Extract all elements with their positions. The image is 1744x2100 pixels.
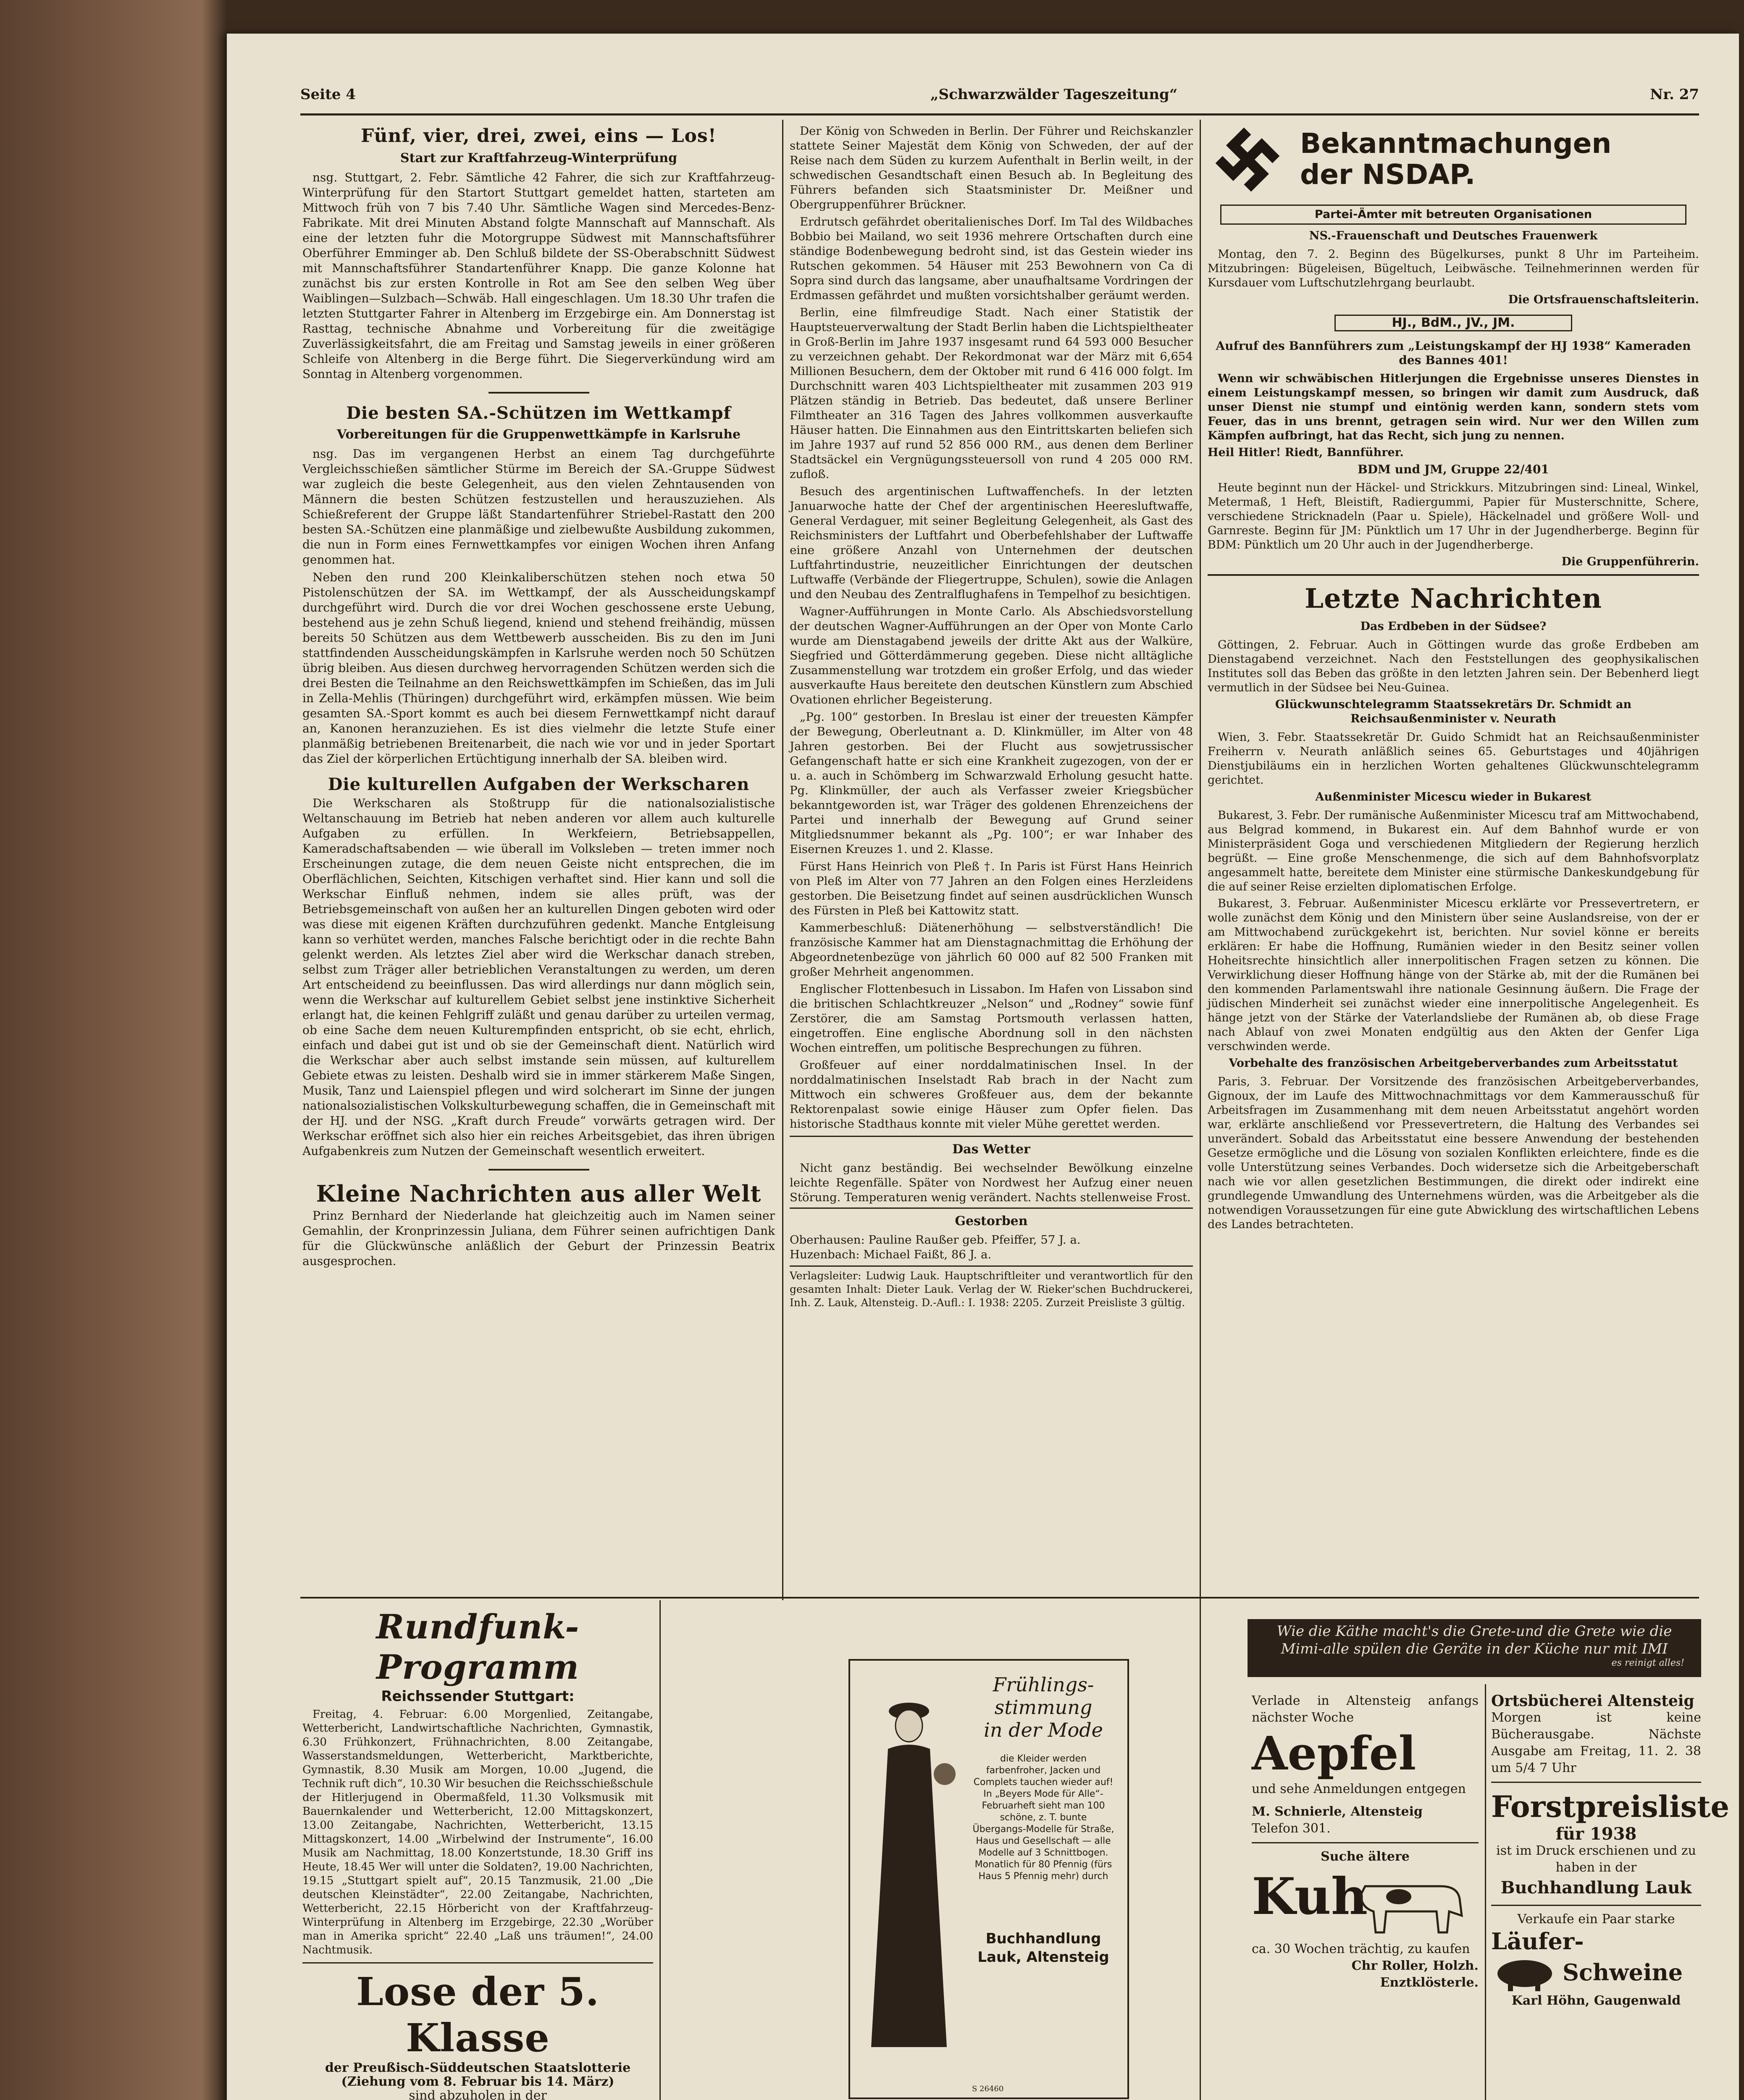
divider [1491, 1782, 1701, 1783]
obituaries-title: Gestorben [955, 1214, 1028, 1228]
headline-kultur: Die kulturellen Aufgaben der Werkscharen [328, 774, 750, 794]
nsdap-title [1300, 128, 1611, 190]
headline-sa: Die besten SA.-Schützen im Wettkampf [346, 403, 731, 423]
headline-kleine-nachrichten: Kleine Nachrichten aus aller Welt [316, 1180, 762, 1207]
newspaper-page [227, 34, 1739, 2100]
aepfel-ad-intro: Verlade in Altensteig anfangs nächster Woche [1252, 1693, 1479, 1725]
article-start: nsg. Stuttgart, 2. Febr. Sämtliche 42 Fahrer, die sich zur Kraftfahrzeug-Winterprüfung für den Startort Stuttgart gemeldet hatten, starteten am Mittwoch früh von 7 bis 7.40 Uhr. Sämtliche Wagen sind Mercedes-Benz-Fabrikate. Mit drei Minuten Abstand folgte Mannschaft auf Mannschaft. Als eine der letzten fuhr die Motorgruppe Südwest mit Mannschaftsführer Oberführer Emminger ab. Den Schluß bildete der SS-Oberabschnitt Südwest mit Mannschaftsführer Standartenführer Knapp. Die ganze Kolonne hat zunächst bis zur ersten Kontrolle in Rot am See den selben Weg über Waiblingen—Sulzbach—Schwäb. Hall eingeschlagen. Um 18.30 Uhr trafen die letzten Stuttgarter Fahrer in Altenberg im Erzgebirge ein. Am Donnerstag ist Rasttag, technische Abnahme und Vorbereitung für die zweitägige Zuverlässigkeitsfahrt, die am Freitag und Samstag jeweils in einer größeren Schleife von Altenberg in die Berge führt. Die Siegerverkündung wird am Sonntag in Altenberg vorgenommen. [302, 171, 775, 381]
news-berlin-film: Berlin, eine filmfreudige Stadt. Nach einer Statistik der Hauptsteuerverwaltung der Stadt Berlin haben die Lichtspieltheater in Groß-Berlin im Jahre 1937 insgesamt rund 64 593 000 Besucher zu verzeichnen gehabt. Der Rekordmonat war der März mit 6,654 Millionen Besuchern, dem der Oktober mit rund 6 416 000 folgt. Im Durchschnitt waren 403 Lichtspieltheater mit zusammen 203 919 Plätzen ständig in Betrieb. Das bedeutet, daß unsere Berliner Filmtheater an 316 Tagen des Jahres vollkommen ausverkaufte Häuser hatten. Die Einnahmen aus den Eintrittskarten beliefen sich im Jahre 1937 auf rund 52 856 000 RM., aus denen dem Berliner Stadtsäckel ein Vergnügungssteuersoll von rund 4 205 000 RM. zufloß. [790, 306, 1193, 481]
divider [1252, 1842, 1479, 1843]
lose-line2: (Ziehung vom 8. Februar bis 14. März) [341, 2074, 615, 2089]
vorbehalte-heading: Vorbehalte des französischen Arbeitgeberverbandes zum Arbeitsstatut [1229, 1057, 1678, 1070]
imi-ad-line2: Mimi-alle spülen die Geräte in der Küche nur mit IMI [1281, 1641, 1668, 1657]
nsdap-title-line2: der NSDAP. [1300, 158, 1476, 191]
news-argentinien: Besuch des argentinischen Luftwaffenchefs. In der letzten Januarwoche hatte der Chef der argentinischen Heeresluftwaffe, General Verdaguer, mit seiner Begleitung Gelegenheit, als Gast des Reichsministers der Luftfahrt und Oberbefehlshaber der Luftwaffe eine größere Anzahl von Unternehmen der deutschen Luftfahrtindustrie, neuzeitlicher Einrichtungen der deutschen Luftwaffe (Verbände der Fliegertruppe, Schulen), sowie die Anlagen und den Neubau des Zentralflughafens in Tempelhof zu besichtigen. [790, 485, 1193, 601]
divider [489, 1169, 589, 1171]
aufruf-signature: Heil Hitler! Riedt, Bannführer. [1208, 446, 1404, 459]
hj-box: HJ., BdM., JV., JM. [1334, 315, 1572, 331]
schweine-ad-title2: Schweine [1563, 1959, 1683, 1986]
aepfel-ad-tel: Telefon 301. [1252, 1821, 1331, 1836]
page-number: Seite 4 [300, 86, 356, 103]
aufruf-heading: Aufruf des Bannführers zum „Leistungskampf der HJ 1938“ Kameraden des Bannes 401! [1216, 339, 1691, 367]
obituary-2: Huzenbach: Michael Faißt, 86 J. a. [790, 1248, 992, 1261]
column-rule-1 [782, 120, 783, 1600]
lose-title: Lose der 5. Klasse [356, 1969, 599, 2061]
buecherei-ad-text: Morgen ist keine Bücherausgabe. Nächste Ausgabe am Freitag, 11. 2. 38 um 5/4 7 Uhr [1491, 1710, 1701, 1775]
aufruf-text: Wenn wir schwäbischen Hitlerjungen die Ergebnisse unseres Dienstes in einem Leistungskampf messen, so bringen wir damit zum Ausdruck, daß unser Dienst nie stumpf und eintönig werden kann, sondern stets vom Feuer, das in uns brennt, getragen sein wird. Nur wer den Willen zum Kämpfen aufbringt, hat das Recht, sich jung zu nennen. [1208, 372, 1699, 442]
fashion-script-line2: stimmung [994, 1696, 1093, 1719]
kuh-ad-body [1252, 1865, 1479, 1941]
fashion-ad [848, 1659, 1129, 2099]
column-rule-5 [1485, 1684, 1486, 2100]
schweine-ad-title1: Läufer- [1491, 1928, 1584, 1955]
erdbeben-heading: Das Erdbeben in der Südsee? [1360, 620, 1547, 633]
frauen-signature: Die Ortsfrauenschaftsleiterin. [1508, 293, 1699, 306]
newspaper-title: „Schwarzwälder Tageszeitung“ [930, 86, 1178, 103]
divider [489, 392, 589, 394]
article-sa-1: nsg. Das im vergangenen Herbst an einem Tag durchgeführte Vergleichsschießen sämtlicher Stürme im Bereich der SA.-Gruppe Südwest war zugleich die beste Gelegenheit, aus den vielen Zehntausenden von Männern die besten Schützen festzustellen und herauszuziehen. Als Schießreferent der Gruppe läßt Standartenführer Striebel-Rastatt den 200 besten SA.-Schützen eine planmäßige und zielbewußte Ausbildung zukommen, die nun in Form eines Fernwettkampfes vor einigen Wochen ihren Anfang genommen hat. [302, 447, 775, 567]
divider [302, 1962, 653, 1964]
news-schweden: Der König von Schweden in Berlin. Der Führer und Reichskanzler stattete Seiner Majestät dem König von Schweden, der auf der Reise nach dem Süden zu kurzem Aufenthalt in Berlin weilt, in der schwedischen Gesandtschaft einen Besuch ab. In Begleitung des Führers befanden sich Staatsminister Dr. Meißner und Obergruppenführer Brückner. [790, 124, 1193, 211]
imi-ad-line3: es reinigt alles! [1611, 1658, 1684, 1668]
vorbehalte-text: Paris, 3. Februar. Der Vorsitzende des französischen Arbeitgeberverbandes, Gignoux, der im Laufe des Mittwochnachmittags vor dem Kammerausschuß für Arbeitsfragen im Zusammenhang mit dem neuen Arbeitsstatut angehört worden war, erklärte anschließend vor Pressevertretern, die Haltung des Verbandes sei unverändert. Sobald das Arbeitsstatut eine bessere Anwendung der bestehenden Gesetze ermögliche und die Lösung von sozialen Konflikten erleichtere, finde es die volle Unterstützung seines Verbandes. Doch widersetze sich die Arbeitgeberschaft nach wie vor allen gesetzlichen Bestimmungen, die direkt oder indirekt eine grundlegende Umwandlung des Unternehmens würden, was die Arbeitgeber als die notwendigen Voraussetzungen für eine gute Abwicklung des wirtschaftlichen Lebens des Landes betrachteten. [1208, 1075, 1699, 1231]
imi-ad-line1: Wie die Käthe macht's die Grete-und die Grete wie die [1276, 1623, 1672, 1640]
micescu-heading: Außenminister Micescu wieder in Bukarest [1315, 790, 1592, 803]
column-2 [790, 124, 1193, 1310]
article-sa-2: Neben den rund 200 Kleinkaliberschützen stehen noch etwa 50 Pistolenschützen der SA. im Wettkampf, der als Ausscheidungskampf durchgeführt wird. Durch die vor drei Wochen geschossene erste Uebung, bestehend aus je zehn Schuß liegend, kniend und stehend freihändig, müssen bereits 50 Schützen aus dem Wettbewerb ausscheiden. Bis zu den im Juni stattfindenden Ausscheidungskämpfen in Karlsruhe werden noch 50 Schützen übrig bleiben. Aus diesen durchweg hervorragenden Schützen werden sich die drei Besten die Teilnahme an den Reichswettkämpfen im Schießen, das im Juli in Zella-Mehlis (Thüringen) durchgeführt wird, erkämpfen müssen. Wie beim gesamten SA.-Sport kommt es auch bei diesem Fernwettkampf nicht darauf an, Kanonen heranzuziehen. Es ist dies vielmehr die letzte Stufe einer planmäßig betriebenen Breitenarbeit, die nach wie vor und in jeder Sportart das Ziel der körperlichen Ertüchtigung innerhalb der SA. bleiben wird. [302, 570, 775, 766]
frauen-heading: NS.-Frauenschaft und Deutsches Frauenwerk [1309, 229, 1598, 242]
section-rule [300, 1597, 1699, 1599]
micescu-text-1: Bukarest, 3. Febr. Der rumänische Außenminister Micescu traf am Mittwochabend, aus Belgrad kommend, in Bukarest ein. Auf dem Bahnhof wurde er von Ministerpräsident Goga und verschiedenen Mitgliedern der Regierung herzlich begrüßt. — Eine große Menschenmenge, die sich auf dem Bahnhofsvorplatz angesammelt hatte, bereitete dem Minister eine stürmische Dankeskundgebung für die auf seiner Reise erzielten diplomatischen Erfolge. [1208, 809, 1699, 893]
woman-figure-icon [859, 1686, 968, 2064]
lose-line3: sind abzuholen in der [409, 2088, 547, 2100]
kuh-ad-title: Kuh [1252, 1867, 1368, 1926]
rundfunk-section [302, 1606, 653, 2100]
fashion-ad-shop [968, 1929, 1119, 1966]
news-diaeten: Kammerbeschluß: Diätenerhöhung — selbstverständlich! Die französische Kammer hat am Dienstagnachmittag die Erhöhung der Abgeordnetenbezüge von jährlich 60 000 auf 82 500 Franken mit großer Mehrheit angenommen. [790, 921, 1193, 979]
article-klein: Prinz Bernhard der Niederlande hat gleichzeitig auch im Namen seiner Gemahlin, der Kronprinzessin Juliana, dem Führer seinen aufrichtigen Dank für die Glückwünsche anläßlich der Geburt der Prinzessin Beatrix ausgesprochen. [302, 1209, 775, 1268]
rundfunk-title: Rundfunk-Programm [376, 1607, 580, 1687]
weather-title: Das Wetter [952, 1142, 1030, 1157]
column-1 [302, 124, 775, 1271]
fashion-shop-line2: Lauk, Altensteig [977, 1949, 1109, 1966]
micescu-text-2: Bukarest, 3. Februar. Außenminister Micescu erklärte vor Pressevertretern, er wolle zunächst dem König und den Ministern über seine Auslandsreise, von der er am Mittwochabend zurückgekehrt ist, berichten. Nur soviel könne er bereits erklären: Er habe die Hoffnung, Rumänien wieder in den Besitz seiner vollen Hoheitsrechte hinsichtlich aller innerpolitischen Fragen setzen zu können. Die Verwirklichung dieser Hoffnung hänge von der Stärke ab, mit der die Rumänen bei den kommenden Parlamentswahl ihre nationale Gesinnung äußern. Die Frage der jüdischen Minderheit sei zunächst wieder eine innerpolitische Angelegenheit. Es hänge jetzt von der Stärke der Vaterlandsliebe der Rumänen ab, ob diese Frage nach Ablauf von zwei Monaten endgültig aus den Akten der Genfer Liga verschwinden werde. [1208, 897, 1699, 1053]
column-rule-2 [1200, 120, 1201, 1600]
fashion-ad-text: die Kleider werden farbenfroher, Jacken und Complets tauchen wieder auf! In „Beyers Mode für Alle“-Februarheft sieht man 100 schöne, z. T. bunte Übergangs-Modelle für Straße, Haus und Gesellschaft — alle Modelle auf 3 Schnittbogen. Monatlich für 80 Pfennig (fürs Haus 5 Pfennig mehr) durch [972, 1754, 1114, 1882]
news-wagner: Wagner-Aufführungen in Monte Carlo. Als Abschiedsvorstellung der deutschen Wagner-Aufführungen an der Oper von Monte Carlo wurde am Dienstagabend jeweils der dritte Akt aus der Walküre, Siegfried und Götterdämmerung gegeben. Diese nicht alltägliche Zusammenstellung war trotzdem ein großer Erfolg, und das wieder ausverkaufte Haus bereitete den deutschen Künstlern zum Abschied Ovationen ehrlicher Begeisterung. [790, 605, 1193, 706]
swastika-emblem-icon [1212, 124, 1283, 195]
fashion-script-line1: Frühlings- [993, 1673, 1094, 1696]
schweine-ad-name: Karl Höhn, Gaugenwald [1511, 1993, 1681, 2008]
glueckwunsch-text: Wien, 3. Febr. Staatssekretär Dr. Guido Schmidt hat an Reichsaußenminister Freiherrn v. Neurath anläßlich seines 65. Geburtstages und 40jährigen Dienstjubiläums ein in herzlichen Worten gehaltenes Glückwunschtelegramm gerichtet. [1208, 731, 1699, 787]
obituary-1: Oberhausen: Pauline Raußer geb. Pfeiffer, 57 J. a. [790, 1233, 1081, 1247]
nsdap-header [1208, 124, 1699, 200]
news-rab: Großfeuer auf einer norddalmatinischen Insel. In der norddalmatinischen Inselstadt Rab brach in der Nacht zum Mittwoch ein schweres Großfeuer aus, dem der bekannte Rektorenpalast sowie einige Häuser zum Opfer fielen. Das historische Stadthaus konnte mit vieler Mühe gerettet werden. [790, 1058, 1193, 1131]
kuh-ad-intro: Suche ältere [1321, 1849, 1410, 1864]
fashion-shop-line1: Buchhandlung [985, 1930, 1101, 1947]
divider [1491, 1905, 1701, 1906]
frauen-text: Montag, den 7. 2. Beginn des Bügelkurses, punkt 8 Uhr im Parteiheim. Mitzubringen: Bügeleisen, Bügeltuch, Leibwäsche. Teilnehmerinnen werden für Kursdauer vom Luftschutzlehrgang beurlaubt. [1208, 248, 1699, 289]
fashion-ad-script [968, 1673, 1119, 1741]
forst-ad-title: Forstpreisliste [1491, 1789, 1730, 1824]
news-lissabon: Englischer Flottenbesuch in Lissabon. Im Hafen von Lissabon sind die britischen Schlachtkreuzer „Nelson“ und „Rodney“ sowie fünf Zerstörer, die am Samstag Portsmouth verlassen hatten, eingetroffen. Eine englische Abordnung soll in den nächsten Wochen eintreffen, um politische Besprechungen zu führen. [790, 982, 1193, 1055]
weather-box [790, 1136, 1193, 1205]
imprint: Verlagsleiter: Ludwig Lauk. Hauptschriftleiter und verantwortlich für den gesamten Inhalt: Dieter Lauk. Verlag der W. Rieker'schen Buchdruckerei, Inh. Z. Lauk, Altensteig. D.-Aufl.: I. 1938: 2205. Zurzeit Preisliste 3 gültig. [790, 1265, 1193, 1310]
obituaries [790, 1208, 1193, 1262]
fashion-ad-code: S 26460 [972, 2084, 1004, 2093]
subheadline-start: Start zur Kraftfahrzeug-Winterprüfung [400, 151, 678, 165]
pig-icon [1491, 1955, 1563, 1992]
schweine-ad-intro: Verkaufe ein Paar starke [1517, 1912, 1675, 1927]
lose-line1: der Preußisch-Süddeutschen Staatslotterie [325, 2061, 631, 2075]
glueckwunsch-heading: Glückwunschtelegramm Staatssekretärs Dr. Schmidt an Reichsaußenminister v. Neurath [1275, 698, 1632, 725]
forst-ad-text: ist im Druck erschienen und zu haben in der [1496, 1843, 1696, 1875]
subheadline-sa: Vorbereitungen für die Gruppenwettkämpfe in Karlsruhe [336, 427, 741, 442]
weather-text: Nicht ganz beständig. Bei wechselnder Bewölkung einzelne leichte Regenfälle. Später von Nordwest her Aufzug einer neuen Störung. Temperaturen wenig verändert. Nachts stellenweise Frost. [790, 1161, 1193, 1204]
news-erdrutsch: Erdrutsch gefährdet oberitalienisches Dorf. Im Tal des Wildbaches Bobbio bei Mailand, wo seit 1936 mehrere Ortschaften durch eine ständige Bodenbewegung bedroht sind, ist das Gestein wieder ins Rutschen gekommen. 54 Häuser mit 253 Bewohnern von Ca di Sopra sind durch das langsame, aber unaufhaltsame Vordringen der Erdmassen gefährdet und mußten vorsichtshalber geräumt werden. [790, 215, 1193, 302]
column-rule-4 [1200, 1600, 1201, 2100]
nsdap-title-line1: Bekanntmachungen [1300, 127, 1612, 160]
column-rule-3 [659, 1600, 661, 2100]
aepfel-ad [1252, 1693, 1479, 1991]
headline-letzte-nachrichten: Letzte Nachrichten [1305, 583, 1602, 614]
header-rule [300, 113, 1699, 116]
headline-start: Fünf, vier, drei, zwei, eins — Los! [361, 125, 717, 147]
column-3 [1208, 124, 1699, 1234]
erdbeben-text: Göttingen, 2. Februar. Auch in Göttingen wurde das große Erdbeben am Dienstagabend verzeichnet. Nach den Feststellungen des geophysikalischen Institutes soll das Beben das größte in den letzten Jahren sein. Der Bebenherd liegt vermutlich in der Südsee bei Neu-Guinea. [1208, 638, 1699, 694]
forst-ad-year: für 1938 [1555, 1824, 1637, 1844]
page-header [300, 78, 1699, 116]
aepfel-ad-text: und sehe Anmeldungen entgegen [1252, 1782, 1466, 1796]
news-pg100: „Pg. 100“ gestorben. In Breslau ist einer der treuesten Kämpfer der Bewegung, Oberleutnant a. D. Klinkmüller, im Alter von 48 Jahren gestorben. Bei der Flucht aus sowjetrussischer Gefangenschaft hatte er sich eine Krankheit zugezogen, von der er u. a. auch in Schömberg im Schwarzwald Erholung gesucht hatte. Pg. Klinkmüller, der auch als Verfasser zweier Kriegsbücher bekanntgeworden ist, war Träger des goldenen Ehrenzeichens der Partei und innerhalb der Bewegung auf Grund seiner Mitgliedsnummer bekannt als „Pg. 100“; er war Inhaber des Eisernen Kreuzes 1. und 2. Klasse. [790, 710, 1193, 856]
buecherei-ad-title: Ortsbücherei Altensteig [1491, 1692, 1694, 1710]
cow-icon [1353, 1869, 1470, 1937]
imi-ad [1248, 1619, 1701, 1677]
aepfel-ad-title: Aepfel [1252, 1726, 1416, 1780]
article-kultur: Die Werkscharen als Stoßtrupp für die nationalsozialistische Weltanschauung im Betrieb hat neben anderen vor allem auch kulturelle Aufgaben zu erfüllen. In Werkfeiern, Betriebsappellen, Kameradschaftsabenden — wie überall im Volksleben — treten immer noch Erscheinungen zutage, die dem neuen Geiste nicht entsprechen, die im Oberflächlichen, Seichten, Kitschigen verhaftet sind. Hier kann und soll die Werkschar Einfluß nehmen, indem sie alles prüft, was der Betriebsgemeinschaft von außen her an kulturellen Dingen geboten wird oder was diese mit eigenen Kräften durchzuführen gedenkt. Manche Entgleisung kann so verhütet werden, manches Falsche berichtigt oder in die rechte Bahn gelenkt werden. Als letztes Ziel aber wird die Werkschar danach streben, selbst zum Träger aller betrieblichen Veranstaltungen zu werden, um deren Art entscheidend zu beeinflussen. Das wird allerdings nur dann möglich sein, wenn die Werkschar auf kulturellem Gebiet selbst jene instinktive Sicherheit erlangt hat, die keinen Fehlgriff zuläßt und genau darüber zu urteilen vermag, ob eine Sache dem neuen Kulturempfinden entspricht, ob sie echt, ehrlich, einfach und dabei gut ist und ob sie der Gemeinschaft dient. Natürlich wird die Werkschar aber auch selbst imstande sein müssen, auf kulturellem Gebiete etwas zu leisten. Deshalb wird sie in immer stärkerem Maße Singen, Musik, Tanz und Laienspiel pflegen und wird solcherart im Sinne der jungen nationalsozialistischen Volkskulturbewegung schaffen, die in Gemeinschaft mit der HJ. und der NSG. „Kraft durch Freude“ vorwärts getragen wird. Der Werkschar eröffnet sich also hier ein reiches Arbeitsgebiet, das ihren übrigen Aufgabenkreis zum Nutzen der Gemeinschaft wesentlich erweitert. [302, 796, 775, 1158]
bdm-signature: Die Gruppenführerin. [1561, 555, 1699, 568]
news-pless: Fürst Hans Heinrich von Pleß †. In Paris ist Fürst Hans Heinrich von Pleß im Alter von 77 Jahren an den Folgen eines Herzleidens gestorben. Die Beisetzung findet auf seinen ausdrücklichen Wunsch des Fürsten in Pleß bei Kattowitz statt. [790, 860, 1193, 917]
divider [1208, 574, 1699, 576]
right-ads [1491, 1692, 1730, 2009]
schweine-ad-body [1491, 1955, 1701, 1992]
kuh-ad-name: Chr Roller, Holzh. Enztklösterle. [1351, 1958, 1479, 1990]
issue-number: Nr. 27 [1650, 86, 1699, 103]
party-offices-box: Partei-Ämter mit betreuten Organisationen [1220, 205, 1686, 225]
fashion-script-line3: in der Mode [984, 1719, 1103, 1741]
forst-ad-shop: Buchhandlung Lauk [1500, 1878, 1692, 1898]
bdm-text: Heute beginnt nun der Häckel- und Strickkurs. Mitzubringen sind: Lineal, Winkel, Metermaß, 1 Heft, Bleistift, Radiergummi, Papier für Musterschnitte, Schere, verschiedene Stricknadeln (Paar u. Spiele), Häckelnadel und größere Woll- und Garnreste. Beginn für JM: Pünktlich um 17 Uhr in der Jugendherberge. Beginn für BDM: Pünktlich um 20 Uhr auch in der Jugendherberge. [1208, 481, 1699, 551]
rundfunk-text: Freitag, 4. Februar: 6.00 Morgenlied, Zeitangabe, Wetterbericht, Landwirtschaftliche Nachrichten, Gymnastik, 6.30 Frühkonzert, Frühnachrichten, 8.00 Zeitangabe, Wasserstandsmeldungen, Wetterbericht, Marktberichte, Gymnastik, 8.30 Musik am Morgen, 10.00 „Jugend, die Technik ruft dich“, 10.30 Wir besuchen die Reichsschießschule der Hitlerjugend in Obermaßfeld, 11.30 Volksmusik mit Bauernkalender und Wetterbericht, 12.00 Mittagskonzert, 13.00 Zeitangabe, Nachrichten, Wetterbericht, 13.15 Mittagskonzert, 14.00 „Wirbelwind der Instrumente“, 16.00 Musik am Nachmittag, 18.00 Konzertstunde, 18.30 Griff ins Heute, 18.45 Wer will unter die Soldaten?, 19.00 Nachrichten, 19.15 „Stuttgart spielt auf“, 20.15 Tanzmusik, 21.00 „Die deutschen Kleinstädter“, 22.00 Zeitangabe, Nachrichten, Wetterbericht, 22.15 Hörbericht von der Kraftfahrzeug-Winterprüfung in Altenberg im Erzgebirge, 22.30 „Worüber man in Amerika spricht“ 22.40 „Laß uns träumen!“, 24.00 Nachtmusik. [302, 1708, 653, 1956]
aepfel-ad-name: M. Schnierle, Altensteig [1252, 1804, 1423, 1819]
rundfunk-sender: Reichssender Stuttgart: [381, 1688, 575, 1705]
kuh-ad-text: ca. 30 Wochen trächtig, zu kaufen [1252, 1942, 1470, 1956]
bdm-heading: BDM und JM, Gruppe 22/401 [1358, 462, 1549, 476]
